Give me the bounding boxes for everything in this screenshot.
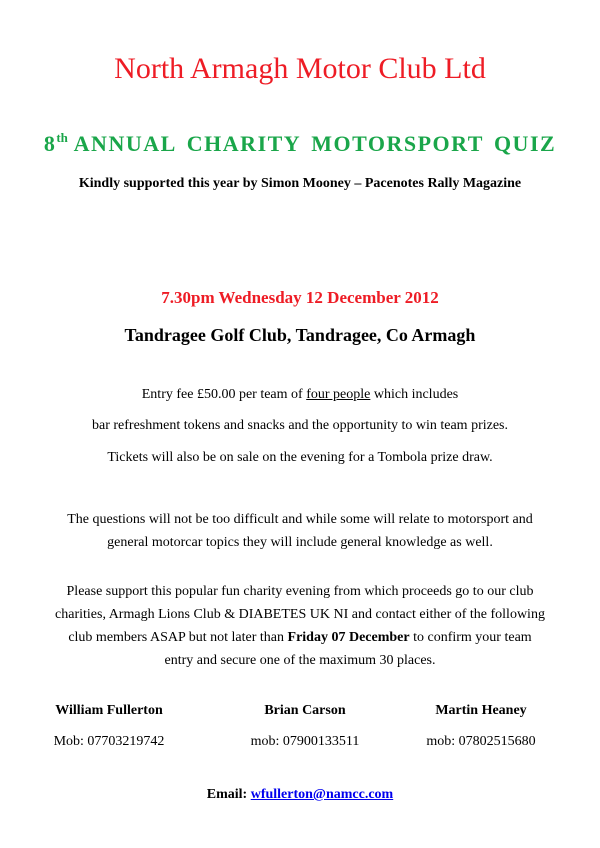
quiz-title-word-quiz: QUIZ bbox=[493, 131, 557, 156]
tombola-line: Tickets will also be on sale on the evening for a Tombola prize draw. bbox=[107, 450, 493, 465]
contact-phone-3: mob: 07802515680 bbox=[426, 734, 536, 749]
contact-phone-2: mob: 07900133511 bbox=[250, 734, 360, 749]
ordinal-number: 8 bbox=[43, 131, 57, 156]
appeal-deadline-prefix: club members ASAP but not later than bbox=[68, 630, 288, 645]
entry-fee-line bbox=[0, 387, 600, 403]
quiz-title-heading bbox=[0, 130, 600, 157]
appeal-deadline-suffix: to confirm your team bbox=[409, 630, 532, 645]
questions-line-1: The questions will not be too difficult and while some will relate to motorsport and bbox=[67, 512, 533, 527]
event-venue: Tandragee Golf Club, Tandragee, Co Armagh bbox=[124, 325, 476, 345]
appeal-line-1: Please support this popular fun charity evening from which proceeds go to our club bbox=[66, 584, 534, 599]
questions-line-2: general motorcar topics they will include general knowledge as well. bbox=[107, 535, 493, 550]
ordinal-suffix: th bbox=[56, 130, 68, 145]
club-name-heading: North Armagh Motor Club Ltd bbox=[114, 52, 486, 85]
quiz-title-word-motorsport: MOTORSPORT bbox=[311, 131, 484, 156]
entry-benefits-line: bar refreshment tokens and snacks and the opportunity to win team prizes. bbox=[92, 418, 508, 433]
email-link[interactable]: wfullerton@namcc.com bbox=[250, 787, 394, 802]
appeal-line-4: entry and secure one of the maximum 30 places. bbox=[164, 653, 436, 668]
email-line bbox=[0, 787, 600, 803]
entry-fee-suffix: which includes bbox=[370, 387, 459, 402]
quiz-title-word-charity: CHARITY bbox=[186, 131, 302, 156]
appeal-deadline-date: Friday 07 December bbox=[287, 630, 410, 645]
quiz-title-word-annual: ANNUAL bbox=[73, 131, 177, 156]
entry-fee-team-size: four people bbox=[306, 387, 371, 402]
contact-name-1: William Fullerton bbox=[55, 703, 163, 718]
sponsor-line: Kindly supported this year by Simon Mooney – Pacenotes Rally Magazine bbox=[78, 176, 522, 191]
email-label: Email: bbox=[206, 787, 248, 802]
contact-name-3: Martin Heaney bbox=[435, 703, 527, 718]
contact-phone-1: Mob: 07703219742 bbox=[53, 734, 165, 749]
appeal-line-3 bbox=[0, 630, 600, 646]
event-datetime: 7.30pm Wednesday 12 December 2012 bbox=[161, 288, 439, 307]
appeal-line-2: charities, Armagh Lions Club & DIABETES UK NI and contact either of the following bbox=[55, 607, 545, 622]
contact-name-2: Brian Carson bbox=[264, 703, 346, 718]
entry-fee-prefix: Entry fee £50.00 per team of bbox=[141, 387, 307, 402]
